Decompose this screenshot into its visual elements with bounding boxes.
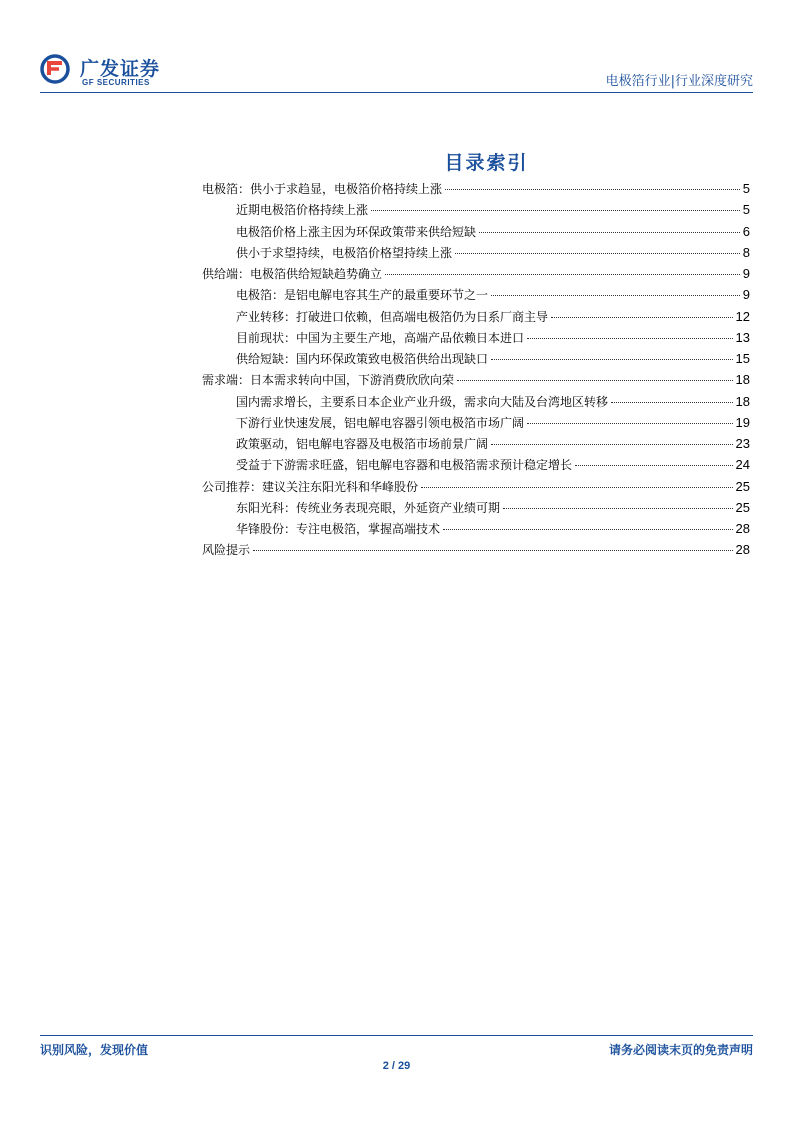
page-header xyxy=(40,50,753,92)
toc-section-entry[interactable] xyxy=(202,541,750,562)
toc-subsection-entry[interactable] xyxy=(202,350,750,371)
gf-logo-icon xyxy=(40,54,70,84)
toc-page-number: 5 xyxy=(742,181,750,196)
toc-subsection-entry[interactable] xyxy=(202,435,750,456)
toc-leader-dots xyxy=(527,423,733,424)
toc-section-entry[interactable] xyxy=(202,180,750,201)
toc-entry-text: 供小于求望持续，电极箔价格望持续上涨 xyxy=(236,245,453,260)
page-number: 2 / 29 xyxy=(382,1060,411,1072)
toc-leader-dots xyxy=(421,487,733,488)
toc-subsection-entry[interactable] xyxy=(202,520,750,541)
toc-leader-dots xyxy=(575,465,733,466)
toc-leader-dots xyxy=(551,317,733,318)
toc-leader-dots xyxy=(527,338,733,339)
footer-divider xyxy=(40,1035,753,1036)
toc-title: 目录索引 xyxy=(444,152,529,174)
header-divider xyxy=(40,92,753,93)
toc-leader-dots xyxy=(385,274,740,275)
toc-page-number: 9 xyxy=(742,266,750,281)
toc-leader-dots xyxy=(455,253,740,254)
toc-page-number: 12 xyxy=(735,308,750,324)
toc-entry-text: 电极箔价格上涨主因为环保政策带来供给短缺 xyxy=(236,224,477,239)
toc-page-number: 8 xyxy=(742,244,750,260)
toc-page-number: 23 xyxy=(735,436,750,451)
toc-entry-text: 东阳光科：传统业务表现亮眼，外延资产业绩可期 xyxy=(236,500,501,515)
toc-entry-text: 国内需求增长，主要系日本企业产业升级，需求向大陆及台湾地区转移 xyxy=(236,394,609,409)
logo-chinese-name: 广发证券 xyxy=(80,58,161,80)
toc-leader-dots xyxy=(503,508,733,509)
toc-page-number: 24 xyxy=(735,457,750,473)
toc-leader-dots xyxy=(371,210,740,211)
document-category: 电极箔行业|行业深度研究 xyxy=(605,74,753,89)
toc-page-number: 18 xyxy=(735,372,750,388)
logo-english-name: GF SECURITIES xyxy=(82,78,150,87)
toc-leader-dots xyxy=(491,295,740,296)
toc-entry-text: 需求端：日本需求转向中国，下游消费欣欣向荣 xyxy=(202,373,455,388)
toc-page-number: 28 xyxy=(735,542,750,558)
toc-page-number: 18 xyxy=(735,393,750,409)
company-logo xyxy=(40,50,180,92)
toc-leader-dots xyxy=(253,550,733,551)
toc-page-number: 6 xyxy=(742,223,750,239)
footer-disclaimer-note: 请务必阅读末页的免责声明 xyxy=(608,1043,753,1057)
toc-entry-text: 电极箔：是铝电解电容其生产的最重要环节之一 xyxy=(236,288,489,303)
toc-subsection-entry[interactable] xyxy=(202,201,750,222)
toc-entry-text: 政策驱动，铝电解电容器及电极箔市场前景广阔 xyxy=(236,437,489,451)
toc-entry-text: 受益于下游需求旺盛，铝电解电容器和电极箔需求预计稳定增长 xyxy=(236,458,573,473)
toc-entry-text: 下游行业快速发展，铝电解电容器引领电极箔市场广阔 xyxy=(236,415,525,430)
toc-entry-text: 风险提示 xyxy=(202,543,251,558)
toc-page-number: 28 xyxy=(735,521,750,536)
toc-leader-dots xyxy=(491,359,733,360)
toc-leader-dots xyxy=(443,529,733,530)
toc-page-number: 13 xyxy=(735,329,750,345)
toc-entry-text: 近期电极箔价格持续上涨 xyxy=(236,203,369,218)
toc-entry-text: 供给短缺：国内环保政策致电极箔供给出现缺口 xyxy=(236,352,489,366)
toc-subsection-entry[interactable] xyxy=(202,499,750,520)
toc-subsection-entry[interactable] xyxy=(202,308,750,329)
toc-entry-text: 公司推荐：建议关注东阳光科和华峰股份 xyxy=(202,479,419,494)
toc-entry-text: 产业转移：打破进口依赖，但高端电极箔仍为日系厂商主导 xyxy=(236,309,549,324)
toc-entry-text: 目前现状：中国为主要生产地，高端产品依赖日本进口 xyxy=(236,330,525,345)
toc-section-entry[interactable] xyxy=(202,371,750,392)
toc-page-number: 25 xyxy=(735,478,750,494)
toc-entry-text: 电极箔：供小于求趋显，电极箔价格持续上涨 xyxy=(202,182,443,196)
toc-section-entry[interactable] xyxy=(202,265,750,286)
toc-subsection-entry[interactable] xyxy=(202,244,750,265)
toc-leader-dots xyxy=(611,402,733,403)
table-of-contents xyxy=(202,180,750,563)
toc-subsection-entry[interactable] xyxy=(202,223,750,244)
toc-entry-text: 华锋股份：专注电极箔，掌握高端技术 xyxy=(236,522,441,536)
toc-page-number: 9 xyxy=(742,287,750,303)
toc-subsection-entry[interactable] xyxy=(202,456,750,477)
toc-subsection-entry[interactable] xyxy=(202,286,750,307)
toc-entry-text: 供给端：电极箔供给短缺趋势确立 xyxy=(202,267,383,281)
footer-slogan: 识别风险，发现价值 xyxy=(40,1043,149,1057)
toc-page-number: 25 xyxy=(735,499,750,515)
toc-leader-dots xyxy=(457,380,733,381)
toc-subsection-entry[interactable] xyxy=(202,393,750,414)
toc-page-number: 5 xyxy=(742,202,750,218)
toc-subsection-entry[interactable] xyxy=(202,414,750,435)
toc-page-number: 19 xyxy=(735,414,750,430)
toc-leader-dots xyxy=(479,232,740,233)
toc-leader-dots xyxy=(445,189,740,190)
toc-leader-dots xyxy=(491,444,733,445)
toc-section-entry[interactable] xyxy=(202,478,750,499)
toc-page-number: 15 xyxy=(735,351,750,366)
toc-subsection-entry[interactable] xyxy=(202,329,750,350)
